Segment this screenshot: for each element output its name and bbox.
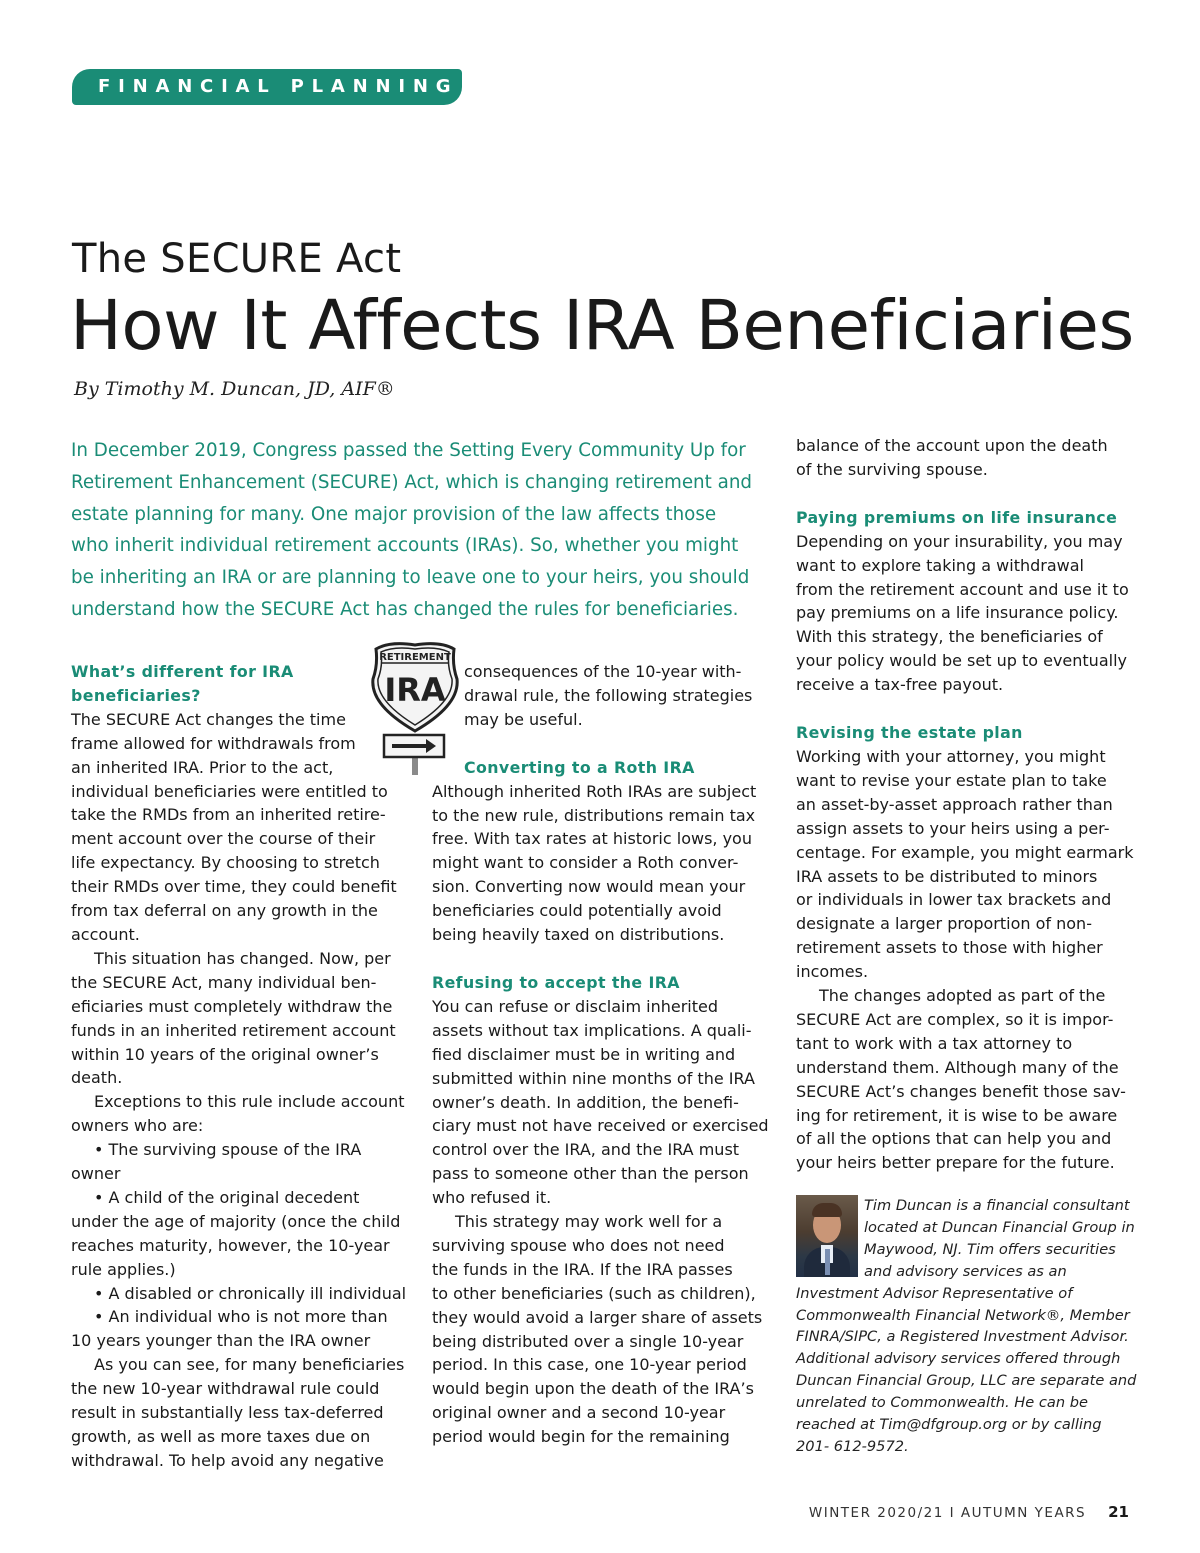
body-line: frame allowed for withdrawals from [71, 733, 356, 753]
body-line: would begin upon the death of the IRA’s [432, 1379, 754, 1399]
body-line: to the new rule, distributions remain tax [432, 805, 756, 825]
bullet-item-cont: rule applies.) [71, 1259, 176, 1279]
body-line: understand them. Although many of the [796, 1057, 1119, 1077]
body-line: drawal rule, the following strategies [464, 685, 753, 705]
bullet-item: • The surviving spouse of the IRA [94, 1140, 362, 1160]
body-line: individual beneficiaries were entitled to [71, 781, 388, 801]
body-line: from the retirement account and use it to [796, 579, 1129, 599]
body-line: want to revise your estate plan to take [796, 770, 1107, 790]
bio-line: Additional advisory services offered through [796, 1350, 1121, 1368]
body-line: receive a tax-free payout. [796, 675, 1004, 695]
sign-top-text: RETIREMENT [379, 652, 451, 663]
intro-paragraph [71, 435, 761, 626]
body-line: pass to someone other than the person [432, 1164, 749, 1184]
bio-line: Duncan Financial Group, LLC are separate and [796, 1372, 1137, 1390]
bio-line: reached at Tim@dfgroup.org or by calling [796, 1416, 1102, 1434]
body-line: balance of the account upon the death [796, 436, 1108, 455]
column-1 [71, 660, 411, 1473]
body-line: The SECURE Act changes the time [71, 709, 346, 729]
article-byline: By Timothy M. Duncan, JD, AIF® [74, 378, 395, 400]
bio-line: located at Duncan Financial Group in [864, 1218, 1135, 1236]
body-line: result in substantially less tax-deferred [71, 1403, 384, 1423]
body-line: pay premiums on a life insurance policy. [796, 603, 1119, 623]
body-line: assets without tax implications. A quali- [432, 1020, 752, 1040]
intro-line: Retirement Enhancement (SECURE) Act, which is changing retirement and [71, 471, 753, 493]
body-line: ing for retirement, it is wise to be aware [796, 1105, 1118, 1125]
bio-line: Commonwealth Financial Network®, Member [796, 1306, 1130, 1324]
bullet-item-cont: owner [71, 1164, 121, 1184]
body-line: might want to consider a Roth conver- [432, 853, 739, 873]
body-line: beneficiaries could potentially avoid [432, 901, 722, 921]
intro-line: be inheriting an IRA or are planning to leave one to your heirs, you should [71, 567, 750, 589]
sign-main-text: IRA [384, 671, 446, 709]
bio-line: 201- 612-9572. [796, 1437, 909, 1455]
page-footer [809, 1503, 1129, 1521]
body-line: want to explore taking a withdrawal [796, 555, 1084, 575]
body-line: SECURE Act are complex, so it is impor- [796, 1009, 1114, 1029]
heading-refusing: Refusing to accept the IRA [432, 972, 680, 992]
body-line: control over the IRA, and the IRA must [432, 1140, 740, 1160]
bio-line: Maywood, NJ. Tim offers securities [864, 1240, 1116, 1258]
body-line: life expectancy. By choosing to stretch [71, 853, 380, 873]
body-line: the new 10-year withdrawal rule could [71, 1379, 380, 1399]
issue-label: WINTER 2020/21 I AUTUMN YEARS [808, 1505, 1087, 1521]
body-line: to other beneficiaries (such as children), [432, 1283, 756, 1303]
intro-line: estate planning for many. One major provision of the law affects those [71, 503, 717, 525]
body-line: sion. Converting now would mean your [432, 877, 746, 897]
body-line: assign assets to your heirs using a per- [796, 818, 1110, 838]
bullet-item-cont: 10 years younger than the IRA owner [71, 1331, 371, 1351]
body-line: SECURE Act’s changes benefit those sav- [796, 1081, 1126, 1101]
body-line: growth, as well as more taxes due on [71, 1427, 371, 1446]
article-kicker: The SECURE Act [72, 236, 402, 282]
bullet-item: • A child of the original decedent [94, 1187, 360, 1207]
body-line: period would begin for the remaining [432, 1427, 730, 1447]
heading-premiums: Paying premiums on life insurance [796, 507, 1118, 527]
bullet-item-cont: under the age of majority (once the child [71, 1211, 401, 1231]
bio-line: FINRA/SIPC, a Registered Investment Advisor. [796, 1328, 1129, 1346]
body-line: their RMDs over time, they could benefit [71, 877, 397, 897]
body-line: funds in an inherited retirement account [71, 1020, 396, 1040]
body-line: may be useful. [464, 709, 583, 729]
body-line: fied disclaimer must be in writing and [432, 1044, 736, 1064]
body-line: ciary must not have received or exercised [432, 1116, 769, 1136]
body-line: retirement assets to those with higher [796, 938, 1103, 958]
body-line: Depending on your insurability, you may [796, 531, 1123, 551]
body-line: IRA assets to be distributed to minors [796, 866, 1098, 886]
intro-line: In December 2019, Congress passed the Setting Every Community Up for [71, 440, 746, 461]
body-line: consequences of the 10-year with- [464, 662, 742, 681]
column-2 [432, 660, 777, 1449]
intro-line: who inherit individual retirement accounts (IRAs). So, whether you might [71, 535, 739, 557]
body-line: incomes. [796, 962, 869, 982]
body-line: the SECURE Act, many individual ben- [71, 972, 377, 992]
body-line: an asset-by-asset approach rather than [796, 794, 1113, 814]
bio-line: and advisory services as an [864, 1262, 1067, 1280]
bullet-item: • An individual who is not more than [94, 1307, 388, 1327]
body-line: of the surviving spouse. [796, 459, 988, 479]
heading-whats-different-cont: beneficiaries? [71, 685, 201, 705]
body-line: free. With tax rates at historic lows, you [432, 829, 752, 849]
body-line: your heirs better prepare for the future. [796, 1153, 1115, 1173]
body-line: account. [71, 924, 140, 944]
body-line: submitted within nine months of the IRA [432, 1068, 755, 1088]
heading-estate: Revising the estate plan [796, 723, 1023, 743]
body-line: within 10 years of the original owner’s [71, 1044, 379, 1064]
body-line: being distributed over a single 10-year [432, 1331, 744, 1351]
body-line: who refused it. [432, 1188, 552, 1208]
body-line: surviving spouse who does not need [432, 1235, 725, 1255]
body-line: they would avoid a larger share of assets [432, 1307, 763, 1327]
body-line: withdrawal. To help avoid any negative [71, 1450, 384, 1470]
body-line: death. [71, 1068, 123, 1088]
body-line: being heavily taxed on distributions. [432, 925, 725, 945]
page-number: 21 [1108, 1503, 1129, 1521]
body-line: your policy would be set up to eventually [796, 651, 1127, 671]
column-3 [796, 434, 1141, 1175]
body-line: original owner and a second 10-year [432, 1403, 726, 1423]
author-bio [796, 1195, 1136, 1458]
bio-line: unrelated to Commonwealth. He can be [796, 1394, 1088, 1412]
body-line: With this strategy, the beneficiaries of [796, 627, 1103, 647]
body-line: centage. For example, you might earmark [796, 842, 1134, 862]
body-line: Working with your attorney, you might [796, 746, 1106, 766]
section-label: FINANCIAL PLANNING [72, 69, 462, 105]
body-line: designate a larger proportion of non- [796, 914, 1092, 934]
intro-line: understand how the SECURE Act has changed the rules for beneficiaries. [71, 598, 739, 620]
body-line: take the RMDs from an inherited retire- [71, 805, 386, 825]
body-line: This situation has changed. Now, per [94, 948, 391, 968]
bio-line: Tim Duncan is a financial consultant [864, 1197, 1130, 1214]
body-line: Exceptions to this rule include account [94, 1092, 405, 1112]
body-line: tant to work with a tax attorney to [796, 1033, 1073, 1053]
body-line: from tax deferral on any growth in the [71, 901, 378, 921]
heading-whats-different: What’s different for IRA [71, 662, 294, 681]
body-line: The changes adopted as part of the [819, 986, 1106, 1006]
body-line: Although inherited Roth IRAs are subject [432, 781, 757, 801]
body-line: As you can see, for many beneficiaries [94, 1355, 405, 1375]
body-line: eficiaries must completely withdraw the [71, 996, 393, 1016]
body-line: owners who are: [71, 1116, 204, 1136]
body-line: an inherited IRA. Prior to the act, [71, 757, 334, 777]
body-line: ment account over the course of their [71, 829, 376, 849]
heading-roth: Converting to a Roth IRA [464, 757, 695, 777]
bullet-item: • A disabled or chronically ill individual [94, 1283, 407, 1303]
body-line: the funds in the IRA. If the IRA passes [432, 1259, 733, 1279]
article-headline: How It Affects IRA Beneficiaries [70, 286, 1134, 366]
body-line: period. In this case, one 10-year period [432, 1355, 747, 1375]
body-line: owner’s death. In addition, the benefi- [432, 1092, 739, 1112]
body-line: This strategy may work well for a [455, 1212, 723, 1232]
body-line: You can refuse or disclaim inherited [432, 996, 719, 1016]
bio-line: Investment Advisor Representative of [796, 1284, 1073, 1302]
body-line: of all the options that can help you and [796, 1129, 1112, 1149]
body-line: or individuals in lower tax brackets and [796, 890, 1112, 910]
bullet-item-cont: reaches maturity, however, the 10-year [71, 1235, 390, 1255]
